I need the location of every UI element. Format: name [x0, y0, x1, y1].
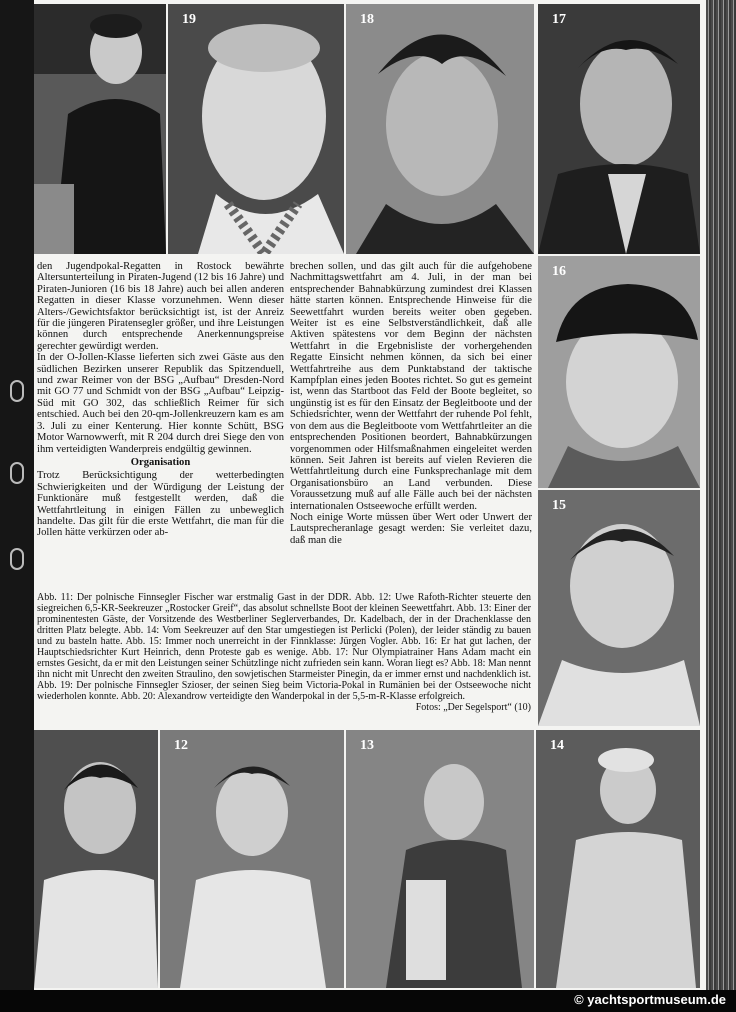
- portrait-photo: [538, 4, 700, 254]
- binding-ring: [10, 380, 24, 402]
- article-column-2: [290, 261, 532, 588]
- photo-number: 14: [550, 738, 564, 753]
- portrait-photo: [536, 730, 700, 988]
- portrait-photo: [168, 4, 344, 254]
- portrait-photo: [346, 730, 534, 988]
- binding-ring: [10, 548, 24, 570]
- paragraph: Noch einige Worte müssen über Wert oder Unwert der Lautsprecheranlage gesagt werden: Sie verleitet dazu, daß man die: [290, 511, 532, 546]
- paragraph: den Jugendpokal-Regatten in Rostock bewährte Altersunterteilung in Piraten-Jugend (12 bis 16 Jahre) und Piraten-Junioren (16 bis 18 Jahre) auch bei allen anderen Regatten in dieser Klasse vorzunehmen. Wenn dieser Alters-/Gewichtsfaktor berücksichtigt ist, ist der Anreiz für die jüngeren Piratensegler größer, und ihre Leistungen können durch entsprechende Anerkennungspreise gerechter gewürdigt werden.: [37, 261, 284, 352]
- article-column-1: [37, 261, 284, 588]
- photo-number: 16: [552, 264, 566, 279]
- book-spine-shadow: [0, 0, 34, 990]
- photo-number: 13: [360, 738, 374, 753]
- binding-ring: [10, 462, 24, 484]
- photo-number: 19: [182, 12, 196, 27]
- watermark: © yachtsportmuseum.de: [574, 992, 726, 1007]
- paragraph: brechen sollen, und das gilt auch für die aufgehobene Nachmittagswettfahrt am 4. Juli, in der man bei entsprechender Bahnabkürzung zumindest drei Klassen hätte starten können. Entsprechende Hinweise für die Seewettfahrt wurden bereits weiter oben gegeben. Weiter ist es eine Selbstverständlichkeit, daß alle Aktiven spätestens vor dem Beginn der nächsten Wettfahrt in die Ergebnisliste der vorhergehenden Regatte Einsicht nehmen können, da sich bei einer Wettfahrtreihe aus dem Punktabstand der taktische Kampfplan eines jeden Bootes richtet. So gut es gemeint ist, wenn das Startboot das Feld der Boote begleitet, so ungünstig ist es für den Einsatz der Begleitboote und der Schiedsrichter, wenn der Wettfahrt der ruhende Pol fehlt, von dem aus die Begleitboote vom Wettfahrtleiter an die entsprechenden Positionen beordert, Bahnabkürzungen vorgenommen oder Hilfsmaßnahmen eingeleitet werden können. Seit Jahren ist bereits auf vielen Revieren die Wettfahrtleitung durch eine Funksprechanlage mit dem Organisationsbüro an Land verbunden. Diese Voraussetzung muß auf alle Fälle auch bei der nächsten internationalen Ostseewoche erfüllt werden.: [290, 261, 532, 512]
- paragraph: Trotz Berücksichtigung der wetterbedingten Schwierigkeiten und der Würdigung der Leistung der Funktionäre muß festgestellt werden, daß die Wettfahrtleitung in einigen Fällen zu unbeweglich handelte. Das gilt für die erste Wettfahrt, die man für die Jollen hätte verkürzen oder ab-: [37, 470, 284, 539]
- page-stack-edge: [706, 0, 736, 990]
- paragraph: In der O-Jollen-Klasse lieferten sich zwei Gäste aus den südlichen Bezirken unserer Republik das Spitzenduell, und zwar Reimer von der BSG „Aufbau“ Dresden-Nord mit GO 77 und Schmidt von der BSG „Aufbau“ Leipzig-Süd mit GO 302, das schließlich Reimer für sich entschied. Auch bei den 20-qm-Jollenkreuzern kam es am 3. Juli zu einer Kenterung. Hier konnte Schütt, BSG Motor Warnowwerft, mit R 204 durch drei Siege den von ihm verteidigten Wanderpreis endgültig gewinnen.: [37, 352, 284, 455]
- caption-text: Abb. 11: Der polnische Finnsegler Fischer war erstmalig Gast in der DDR. Abb. 12: Uwe Rafoth-Richter steuerte den siegreichen 6,5-KR-Seekreuzer „Rostocker Greif“, das absolut schnellste Boot der kleinen Seewettfahrt. Abb. 13: Einer der prominentesten Gäste, der Vorsitzende des Westberliner Seglerverbandes, Dr. Kadelbach, der in der Drachenklasse den dritten Platz belegte. Abb. 14: Vom Seekreuzer auf den Star umgestiegen ist Perlicki (Polen), der leider ständig zu bauen und zu basteln hatte. Abb. 15: Immer noch unerreicht in der Finnklasse: Jürgen Vogler. Abb. 16: Er hat gut lachen, der Hauptschiedsrichter Kurt Heinrich, denn Proteste gab es wenige. Abb. 17: Nur Olympiatrainer Hans Adam macht ein ernstes Gesicht, da er mit den Leistungen seiner Schützlinge nicht zufrieden sein kann. Woran liegt es? Abb. 18: Man nennt ihn nicht mit Unrecht den zweiten Straulino, den sowjetischen Starmeister Pinegin, da er immer ernst und nachdenklich ist. Abb. 19: Der polnische Finnsegler Szioser, der seinen Sieg beim Victoria-Pokal in Rumänien bei der Ostseewoche nicht wiederholen konnte. Abb. 20: Alexandrow verteidigte den Wanderpokal in der 5,5-m-R-Klasse erfolgreich.: [37, 592, 531, 702]
- portrait-photo: [346, 4, 534, 254]
- portrait-photo: [538, 256, 700, 488]
- photo-number: 17: [552, 12, 566, 27]
- photo-credit: Fotos: „Der Segelsport“ (10): [415, 702, 531, 713]
- portrait-photo: [538, 490, 700, 726]
- photo-number: 18: [360, 12, 374, 27]
- photo-number: 12: [174, 738, 188, 753]
- photo-captions: [37, 592, 531, 713]
- photo-number: 15: [552, 498, 566, 513]
- portrait-photo: [34, 730, 158, 988]
- portrait-photo: [34, 4, 166, 254]
- portrait-photo: [160, 730, 344, 988]
- section-heading: Organisation: [130, 456, 191, 468]
